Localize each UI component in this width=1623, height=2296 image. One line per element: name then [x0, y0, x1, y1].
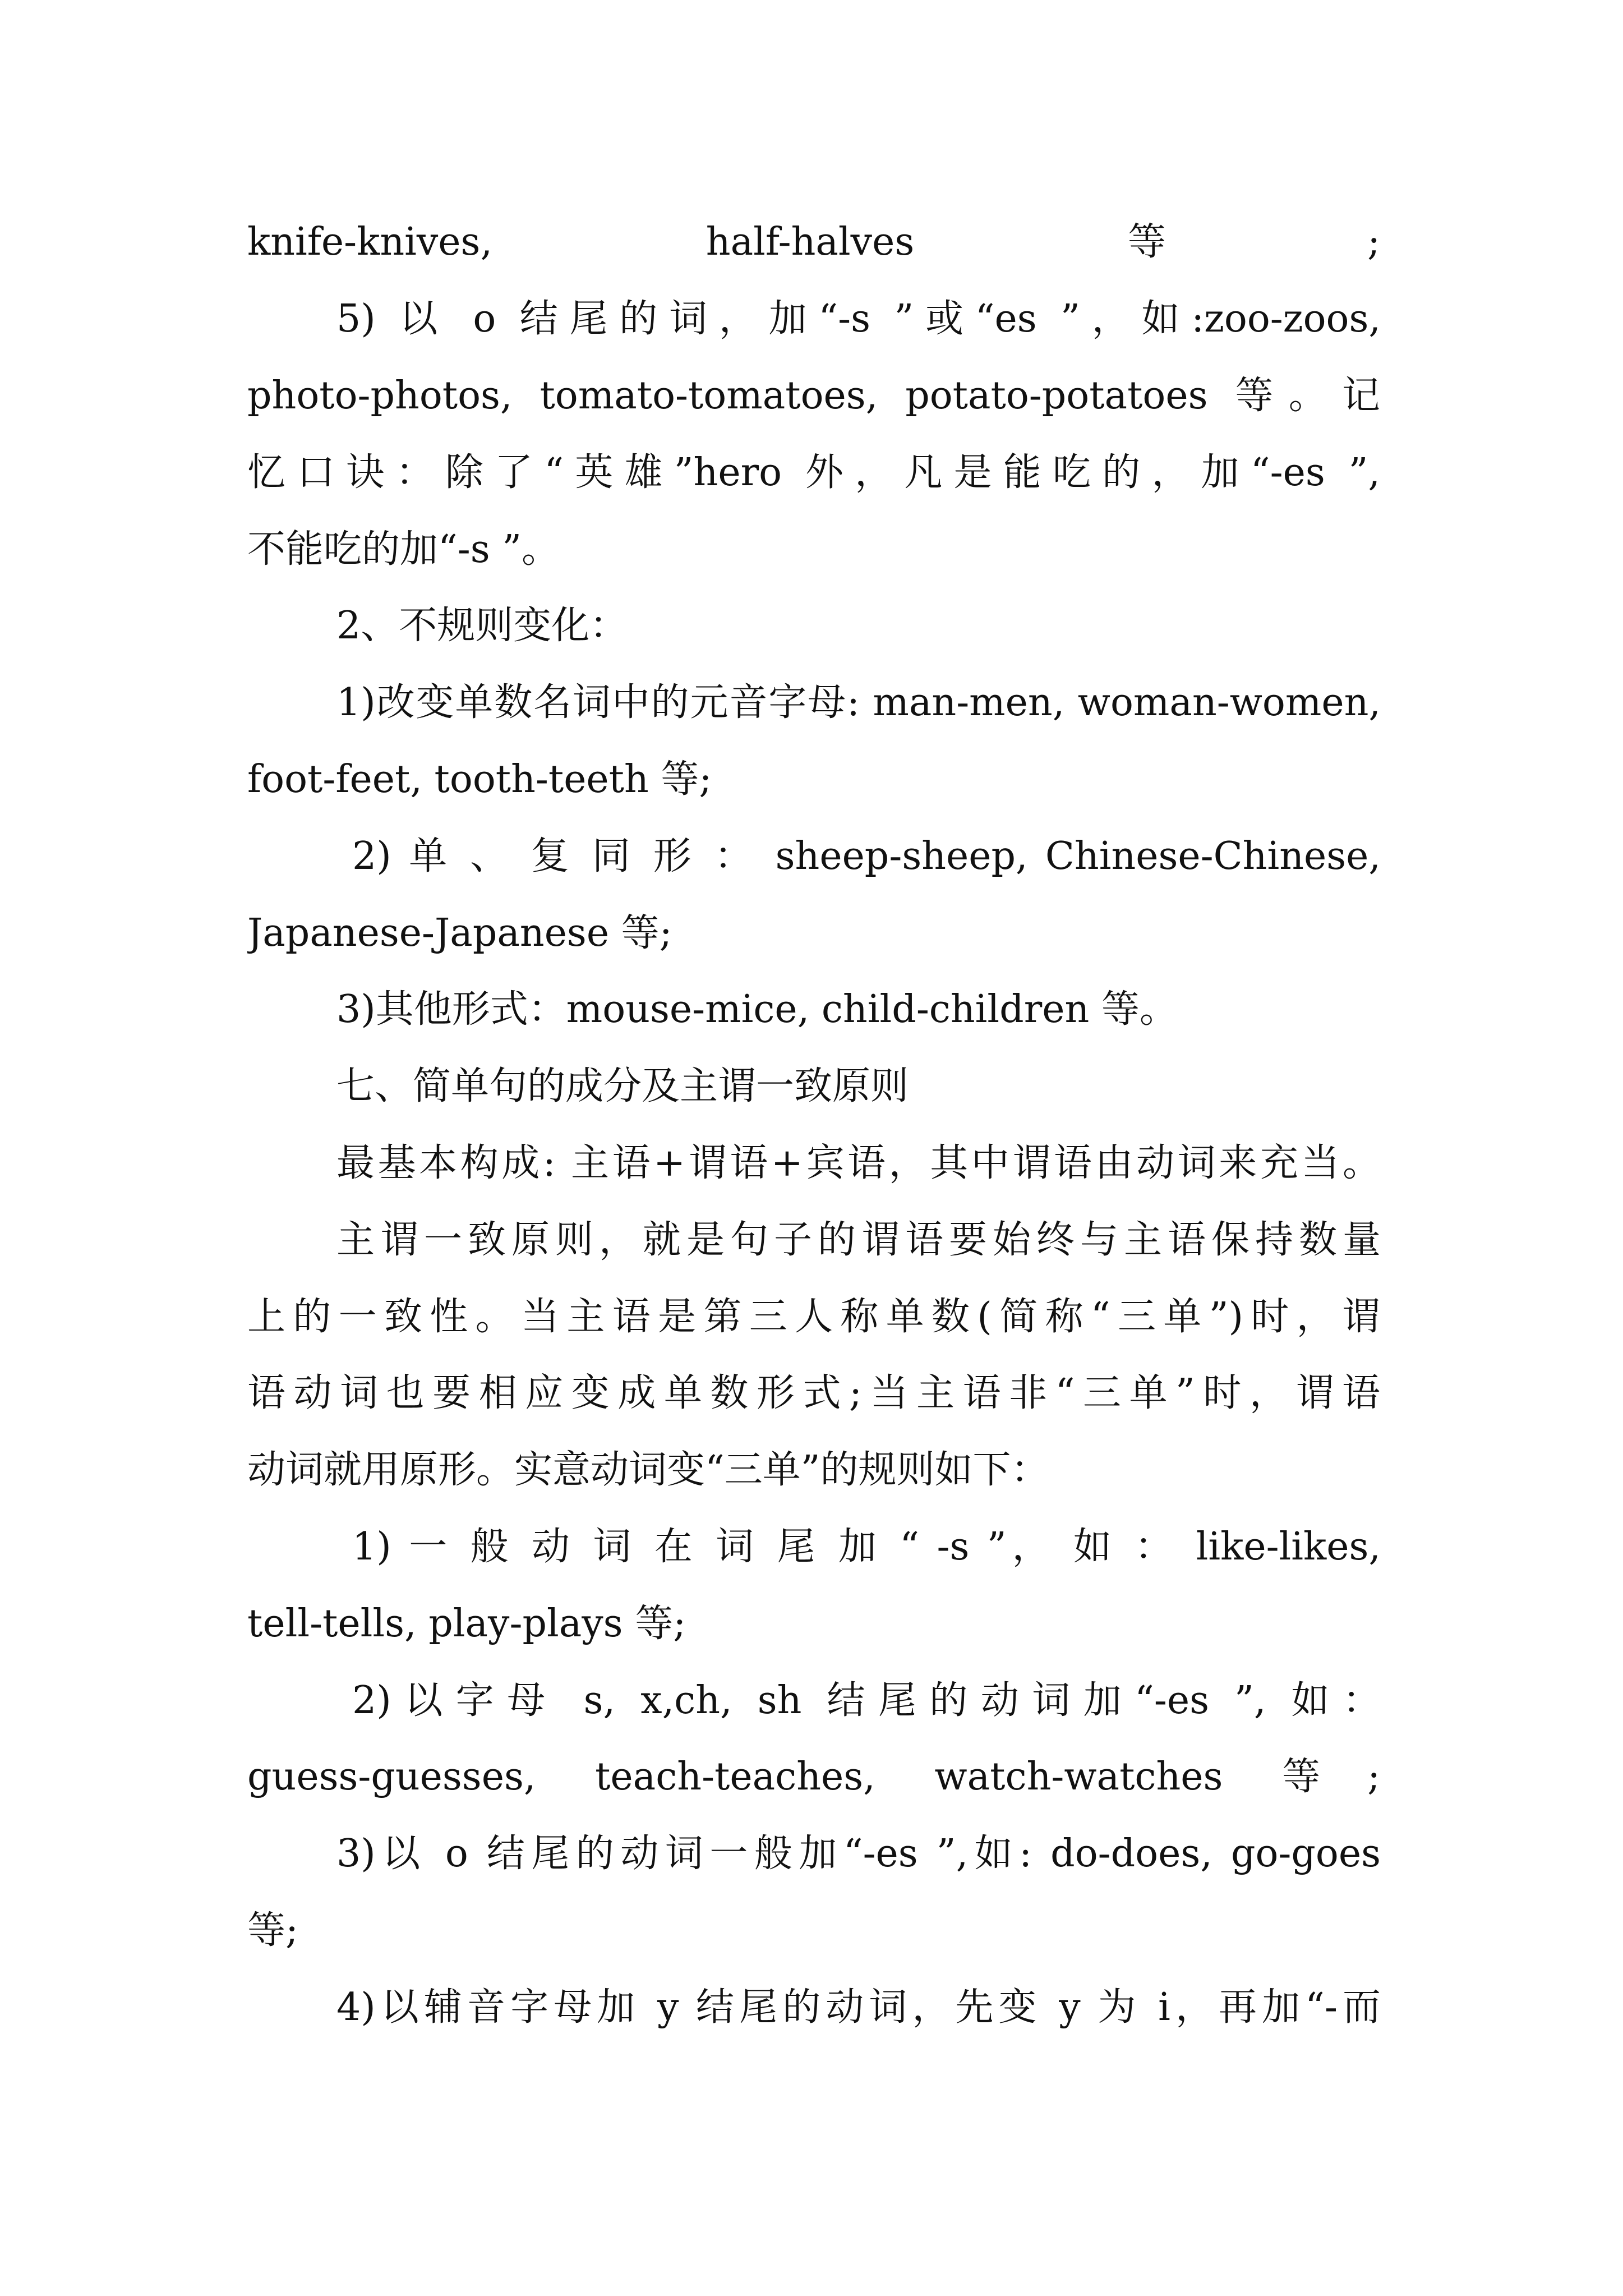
text-line: 1) 一 般 动 词 在 词 尾 加 “ -s ”， 如 ： like-likes, [352, 1525, 1381, 1569]
text-line: 上的一致性。当主语是第三人称单数(简称“三单”)时，谓 [247, 1295, 1380, 1339]
text-line: Japanese-Japanese 等; [247, 911, 672, 955]
text-line: 等; [247, 1908, 298, 1953]
text-line: 3)以 o 结尾的动词一般加“-es ”,如: do-does, go-goes [336, 1832, 1381, 1876]
text-line: foot-feet, tooth-teeth 等; [247, 757, 712, 802]
text-line: 5) 以 o 结尾的词，加“-s ”或“es ”，如:zoo-zoos, [336, 297, 1381, 341]
text-line: 最基本构成: 主语+谓语+宾语，其中谓语由动词来充当。 [336, 1141, 1381, 1185]
text-line: 忆口诀：除了“英雄”hero 外，凡是能吃的，加“-es ”, [247, 450, 1380, 495]
text-line: knife-knives, half-halves 等; [247, 220, 1380, 264]
section-heading: 七、简单句的成分及主谓一致原则 [336, 1064, 909, 1108]
text-line: 主谓一致原则，就是句子的谓语要始终与主语保持数量 [336, 1218, 1381, 1262]
text-line: 2) 单 、 复 同 形 ： sheep-sheep, Chinese-Chinese, [352, 834, 1381, 878]
text-line: 动词就用原形。实意动词变“三单”的规则如下： [247, 1448, 1049, 1492]
text-line: tell-tells, play-plays 等; [247, 1602, 686, 1646]
text-line: 1)改变单数名词中的元音字母: man-men, woman-women, [336, 680, 1381, 725]
section-heading: 2、不规则变化： [336, 604, 628, 648]
text-line: 2)以字母 s, x,ch, sh 结尾的动词加“-es ”, 如： [352, 1678, 1381, 1723]
text-line: 4)以辅音字母加 y 结尾的动词，先变 y 为 i，再加“-而 [336, 1985, 1381, 2030]
text-line: 不能吃的加“-s ”。 [247, 527, 560, 572]
text-line: photo-photos, tomato-tomatoes, potato-potatoes 等。记 [247, 374, 1380, 418]
text-line: 3)其他形式：mouse-mice, child-children 等。 [336, 987, 1178, 1032]
text-line: 语动词也要相应变成单数形式;当主语非“三单”时，谓语 [247, 1371, 1380, 1415]
text-line: guess-guesses, teach-teaches, watch-watches 等; [247, 1755, 1380, 1799]
